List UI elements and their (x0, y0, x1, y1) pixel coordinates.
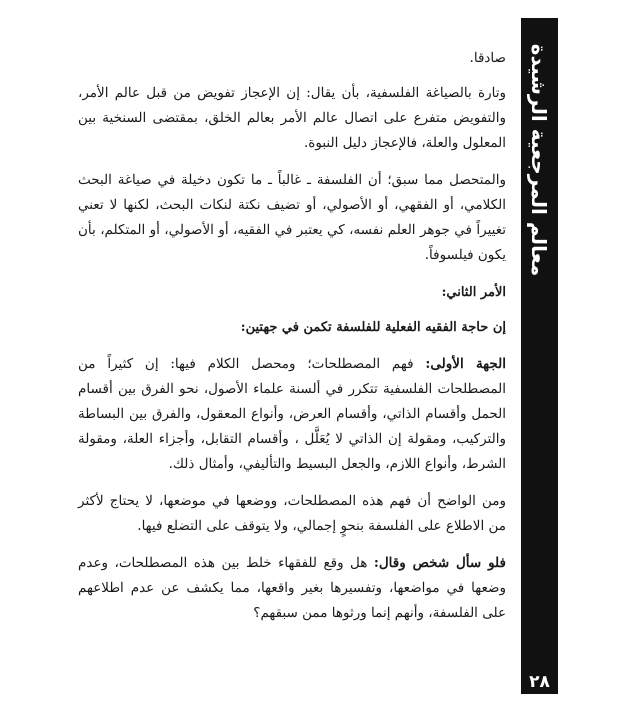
question-text: هل وقع للفقهاء خلط بين هذه المصطلحات، وعدم وضعها في مواضعها، وتفسيرها بغير واقعها، مما يكشف عن عدم اطلاعهم على الفلسفة، وأنهم إنما ورثوها ممن سبقهم؟ (78, 555, 506, 621)
first-aspect-text: فهم المصطلحات؛ ومحصل الكلام فيها: إن كثيراً من المصطلحات الفلسفية تتكرر في ألسنة علماء الأصول، نحو الفرق بين أقسام الحمل وأقسام الذاتي، وأقسام العرض، وأنواع المعقول، والفرق بين البساطة والتركيب، ومقولة إن الذاتي لا يُعَلَّل ، وأقسام التقابل، وأجزاء العلة، ومقولة الشرط، وأنواع اللازم، والجعل البسيط والتأليفي، وأمثال ذلك. (78, 356, 506, 472)
running-book-title: معالم المرجعية الرشيدة (527, 43, 551, 277)
paragraph-philosophical-formulation: وتارة بالصياغة الفلسفية، بأن يقال: إن الإعجاز تفويض من قبل عالم الأمر، والتفويض متفرع على اتصال عالم الأمر بعالم الخلق، بمقتضى السنخية بين المعلول والعلة، فالإعجاز دليل النبوة. (78, 85, 506, 151)
first-aspect-lead: الجهة الأولى: (425, 356, 506, 372)
paragraph-first-aspect (78, 352, 506, 477)
page-number: ٢٨ (529, 672, 550, 692)
section-subheading-two-aspects: إن حاجة الفقيه الفعلية للفلسفة تكمن في جهتين: (240, 320, 506, 335)
continuation-line: صادقا. (469, 50, 506, 66)
section-heading-second-matter: الأمر الثاني: (441, 285, 506, 300)
paragraph-terms-understanding: ومن الواضح أن فهم هذه المصطلحات، ووضعها في موضعها، لا يحتاج لأكثر من الاطلاع على الفلسفة بنحوٍ إجمالي، ولا يتوقف على التضلع فيها. (78, 493, 506, 534)
paragraph-question (78, 551, 506, 626)
paragraph-summary: والمتحصل مما سبق؛ أن الفلسفة ـ غالباً ـ ما تكون دخيلة في صياغة البحث الكلامي، أو الفقهي، أو الأصولي، أو تضيف نكتة لنكات البحث، لكنها لا تعني تغييراً في جوهر العلم نفسه، كي يعتبر في الفقيه، أو الأصولي، أو المتكلم، بأن يكون فيلسوفاً. (78, 172, 506, 263)
question-lead: فلو سأل شخص وقال: (373, 555, 506, 571)
page-body (78, 46, 506, 626)
